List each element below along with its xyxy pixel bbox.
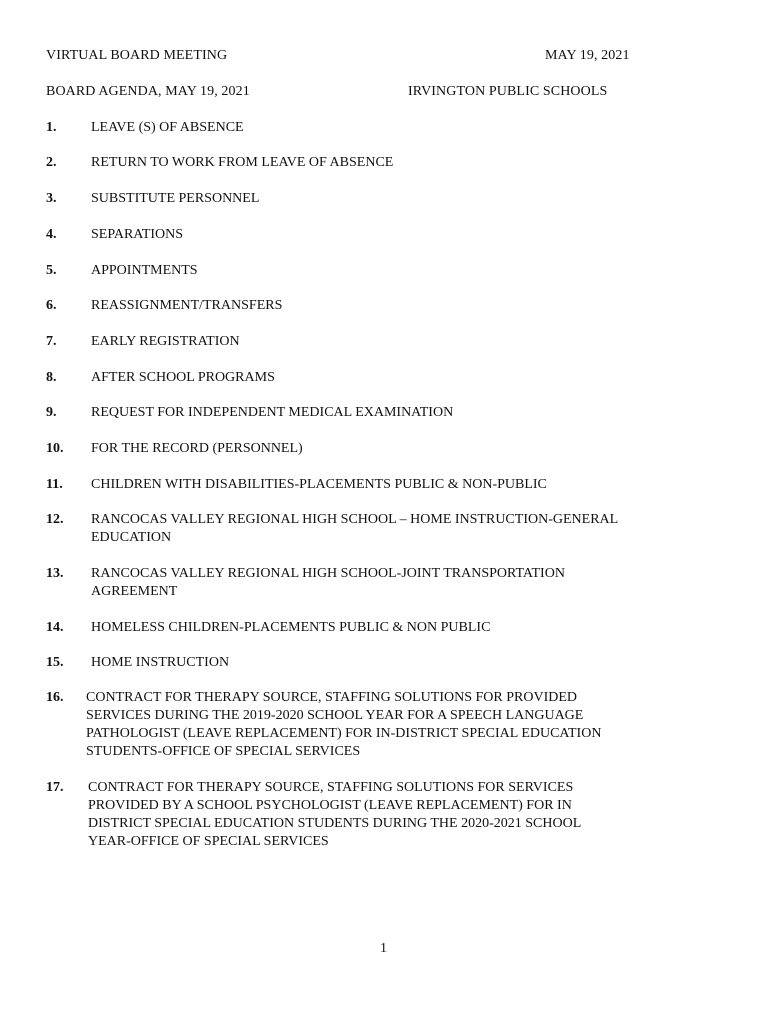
item-text: RANCOCAS VALLEY REGIONAL HIGH SCHOOL-JOINT TRANSPORTATION AGREEMENT xyxy=(91,566,565,599)
item-text: REQUEST FOR INDEPENDENT MEDICAL EXAMINATION xyxy=(91,405,454,420)
page-number: 1 xyxy=(380,941,387,956)
district-name: IRVINGTON PUBLIC SCHOOLS xyxy=(408,84,608,99)
item-number: 16. xyxy=(46,690,64,705)
meeting-date: MAY 19, 2021 xyxy=(545,48,630,63)
item-number: 13. xyxy=(46,566,64,581)
item-number: 7. xyxy=(46,334,57,349)
item-number: 9. xyxy=(46,405,57,420)
item-number: 8. xyxy=(46,370,57,385)
item-text: RETURN TO WORK FROM LEAVE OF ABSENCE xyxy=(91,155,394,170)
item-number: 3. xyxy=(46,191,57,206)
item-text: FOR THE RECORD (PERSONNEL) xyxy=(91,441,303,456)
agenda-title: BOARD AGENDA, MAY 19, 2021 xyxy=(46,84,250,99)
item-text: HOMELESS CHILDREN-PLACEMENTS PUBLIC & NON PUBLIC xyxy=(91,620,491,635)
item-number: 5. xyxy=(46,263,57,278)
item-text: LEAVE (S) OF ABSENCE xyxy=(91,120,244,135)
item-text: CONTRACT FOR THERAPY SOURCE, STAFFING SOLUTIONS FOR PROVIDED SERVICES DURING THE 2019-2020 SCHOOL YEAR FOR A SPEECH LANGUAGE PATHOLOGIST (LEAVE REPLACEMENT) FOR IN-DISTRICT SPECIAL EDUCATION STUDENTS-OFFICE OF SPECIAL SERVICES xyxy=(86,690,602,759)
item-number: 12. xyxy=(46,512,64,527)
item-number: 10. xyxy=(46,441,64,456)
item-number: 17. xyxy=(46,780,64,795)
item-number: 2. xyxy=(46,155,57,170)
item-number: 11. xyxy=(46,477,63,492)
item-number: 14. xyxy=(46,620,64,635)
item-text: AFTER SCHOOL PROGRAMS xyxy=(91,370,275,385)
item-number: 1. xyxy=(46,120,57,135)
item-number: 4. xyxy=(46,227,57,242)
item-text: CHILDREN WITH DISABILITIES-PLACEMENTS PUBLIC & NON-PUBLIC xyxy=(91,477,547,492)
meeting-title: VIRTUAL BOARD MEETING xyxy=(46,48,228,63)
item-number: 15. xyxy=(46,655,64,670)
item-text: REASSIGNMENT/TRANSFERS xyxy=(91,298,283,313)
item-text: RANCOCAS VALLEY REGIONAL HIGH SCHOOL – HOME INSTRUCTION-GENERAL EDUCATION xyxy=(91,512,619,545)
item-number: 6. xyxy=(46,298,57,313)
item-text: APPOINTMENTS xyxy=(91,263,198,278)
item-text: CONTRACT FOR THERAPY SOURCE, STAFFING SOLUTIONS FOR SERVICES PROVIDED BY A SCHOOL PSYCHOLOGIST (LEAVE REPLACEMENT) FOR IN DISTRICT SPECIAL EDUCATION STUDENTS DURING THE 2020-2021 SCHOOL YEAR-OFFICE OF SPECIAL SERVICES xyxy=(88,780,582,849)
item-text: SUBSTITUTE PERSONNEL xyxy=(91,191,260,206)
item-text: HOME INSTRUCTION xyxy=(91,655,230,670)
item-text: EARLY REGISTRATION xyxy=(91,334,240,349)
item-text: SEPARATIONS xyxy=(91,227,184,242)
